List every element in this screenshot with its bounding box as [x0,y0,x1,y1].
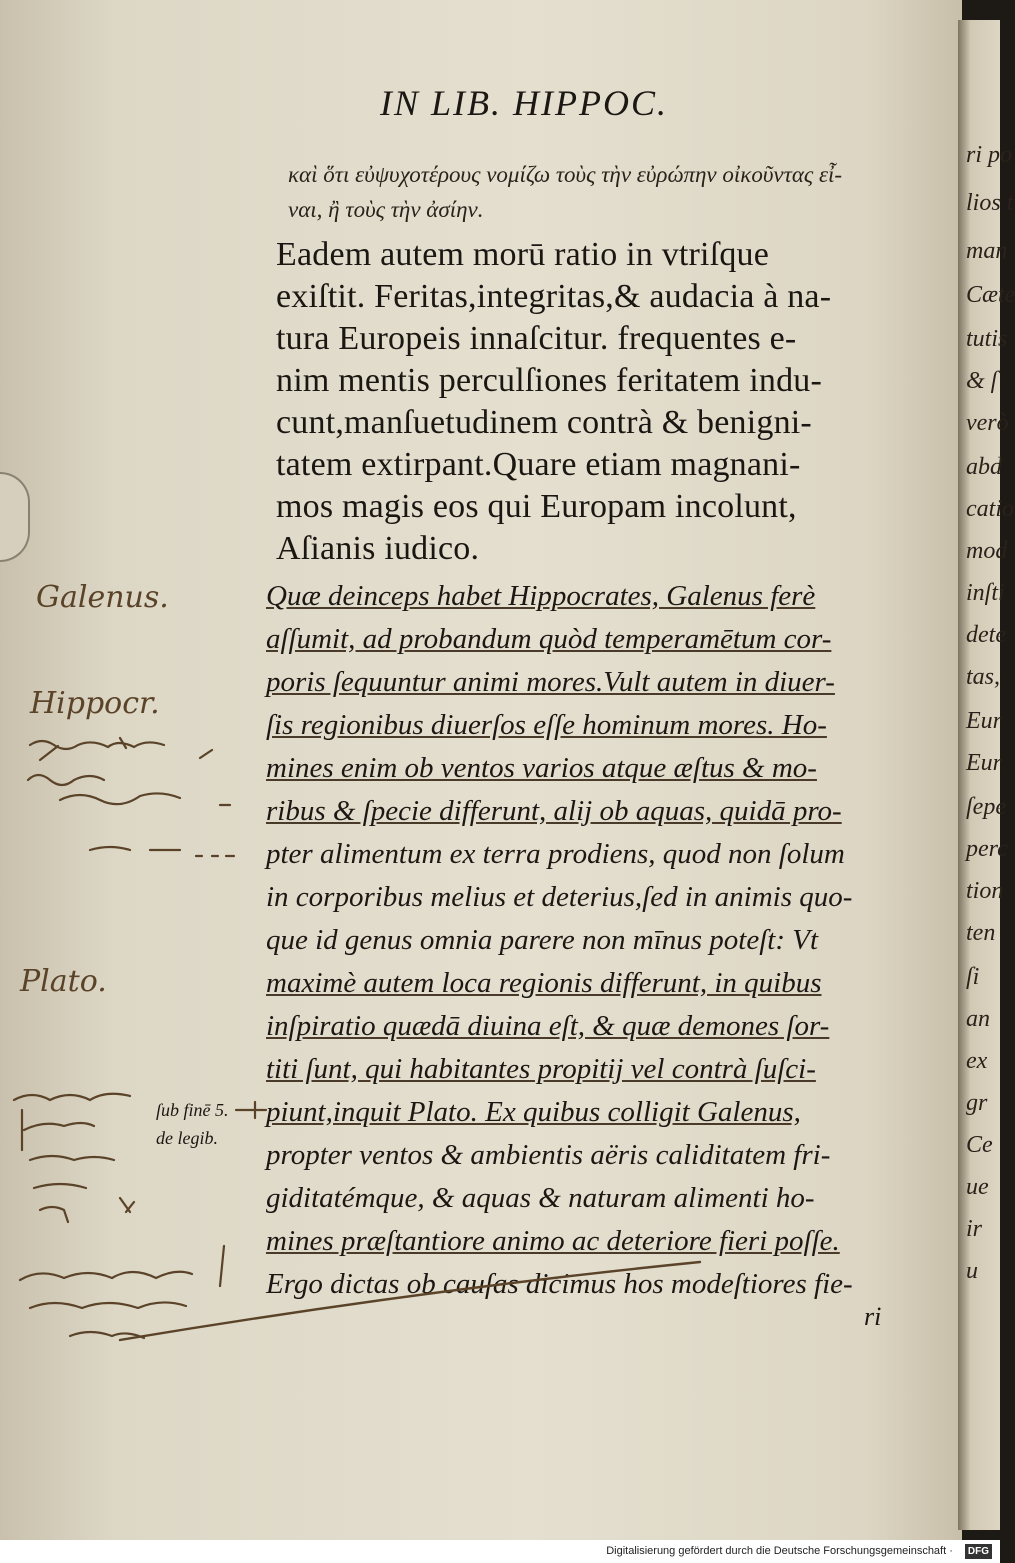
edge-text: inſti [966,580,1005,606]
greek-line: καὶ ὅτι εὐψυχοτέρους νομίζω τοὺς τὴν εὐρώπην οἰκοῦντας εἶ- [288,162,843,187]
printed-marginal-note: de legib. [156,1128,218,1148]
commentary-line: poris ſequuntur animi mores.Vult autem in diuer- [266,666,835,698]
edge-text: lios t [966,190,1014,216]
body-line: mos magis eos qui Europam incolunt, [276,488,797,525]
edge-text: ex [966,1048,988,1074]
edge-text: Ce [966,1132,993,1158]
commentary-line: que id genus omnia parere non mīnus poteſt: Vt [266,924,819,956]
commentary-line: ſis regionibus diuerſos eſſe hominum mores. Ho- [266,709,827,741]
facing-page-edge [958,20,1015,1530]
commentary-line: propter ventos & ambientis aëris caliditatem fri- [266,1139,831,1171]
dfg-logo: DFG [965,1544,992,1559]
running-header: IN LIB. HIPPOC. [380,83,668,123]
edge-text: Eur [966,708,1002,734]
handwritten-note: Galenus. [36,580,169,615]
commentary-line: in corporibus melius et deterius,ſed in animis quo- [266,881,853,913]
footer-text [606,1545,1000,1557]
commentary-line: maximè autem loca regionis differunt, in quibus [266,967,822,999]
edge-text: & ſ [966,368,998,394]
commentary-line: piunt,inquit Plato. Ex quibus colligit Galenus, [266,1096,801,1128]
body-line: tatem extirpant.Quare etiam magnani- [276,446,801,483]
edge-text: Cæte [966,282,1015,308]
edge-text: u [966,1258,978,1284]
edge-text: ue [966,1174,989,1200]
edge-text: Eur [966,750,1002,776]
handwritten-note: Plato. [20,964,107,999]
edge-text: abd [966,454,1002,480]
body-line: tura Europeis innaſcitur. frequentes e- [276,320,797,357]
edge-text: catio [966,496,1014,522]
edge-text: ſi [966,964,980,990]
catchword: ri [864,1302,882,1331]
commentary-line: giditatémque, & aquas & naturam alimenti ho- [266,1182,815,1214]
edge-text: ir [966,1216,983,1242]
body-line: nim mentis perculſiones feritatem indu- [276,362,822,399]
commentary-line: ribus & ſpecie differunt, alij ob aquas, quidā pro- [266,795,842,827]
commentary-line: aſſumit, ad probandum quòd temperamētum cor- [266,623,832,655]
commentary-line: pter alimentum ex terra prodiens, quod non ſolum [266,838,845,870]
printed-marginal-note: ſub finē 5. [156,1100,229,1120]
edge-text: perc [966,836,1008,862]
edge-text: mod [966,538,1008,564]
commentary-line: mines enim ob ventos varios atque æſtus & mo- [266,752,817,784]
edge-text: gr [966,1090,988,1116]
edge-text: man [966,238,1008,264]
edge-text: verò [966,410,1009,436]
greek-line: ναι, ἢ τοὺς τὴν ἀσίην. [288,197,484,222]
edge-text: an [966,1006,990,1032]
commentary-line: Quæ deinceps habet Hippocrates, Galenus ferè [266,580,816,612]
commentary-line: Ergo dictas ob cauſas dicimus hos modeſtiores fie- [266,1268,853,1300]
footer-credit: Digitalisierung gefördert durch die Deutsche Forschungsgemeinschaft · [606,1545,953,1557]
edge-text: tion [966,878,1004,904]
body-line: Eadem autem morū ratio in vtriſque [276,236,770,273]
edge-text: ri po [966,142,1013,168]
edge-text: dete [966,622,1006,648]
commentary-line: mines præſtantiore animo ac deteriore fieri poſſe. [266,1225,840,1257]
body-line: exiſtit. Feritas,integritas,& audacia à na- [276,278,832,315]
edge-text: tutis [966,326,1008,352]
edge-text: ſepe [966,794,1006,820]
edge-text: tas, [966,664,1001,690]
edge-text: ten [966,920,996,946]
body-line: Aſianis iudico. [276,530,480,567]
digitization-footer [0,1540,1000,1563]
body-line: cunt,manſuetudinem contrà & benigni- [276,404,812,441]
commentary-line: inſpiratio quædā diuina eſt, & quæ demones ſor- [266,1010,830,1042]
commentary-line: titi ſunt, qui habitantes propitij vel contrà ſuſci- [266,1053,816,1085]
handwritten-note: Hippocr. [30,686,160,721]
